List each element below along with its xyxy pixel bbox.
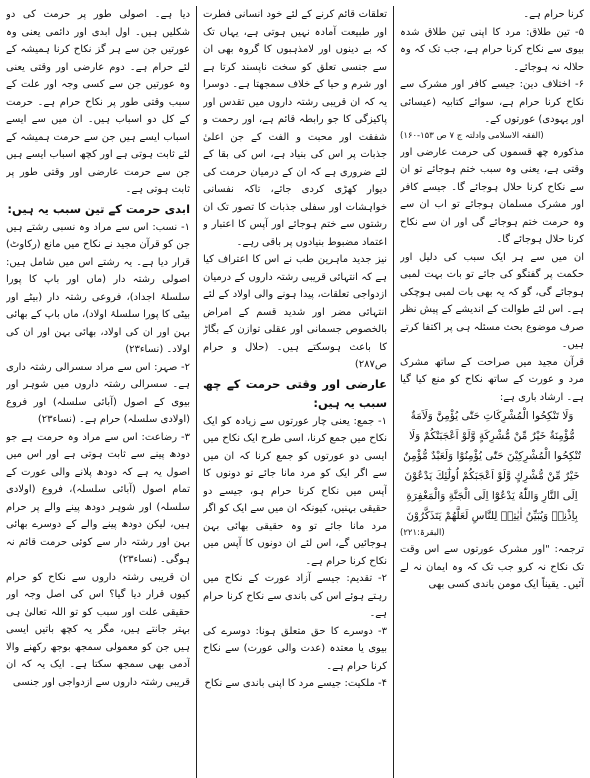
paragraph: ۲- صہر: اس سے مراد سسرالی رشتہ داری ہے۔ سسرالی رشتہ داروں میں شوہر اور بیوی کے اصول (آبائی سلسلہ) اور فروع (اولادی سلسلہ) حرام ہے۔ (نساء۲۳) — [6, 361, 191, 425]
paragraph: قرآن مجید میں صراحت کے ساتھ مشرک مرد و عورت کے ساتھ نکاح کو منع کیا گیا ہے۔ ارشاد باری ہے: — [400, 356, 585, 403]
citation: (البقرۃ:۲۲۱) — [400, 528, 445, 538]
paragraph: ان قریبی رشتہ داروں سے نکاح کو حرام کیوں قرار دیا گیا؟ اس کی اصل وجہ اور حقیقی علت اور سبب کو تو اللہ تعالیٰ ہی بہتر جانتے ہیں، مگر یہ کچھ باتیں ایسی ہیں جن کو معمولی سمجھ بوجھ رکھنے والا آدمی بھی سمجھ سکتا ہے۔ ایک یہ کہ ان قریبی رشتہ داروں سے ازدواجی اور جنسی — [6, 571, 191, 688]
paragraph: ۳- دوسرے کا حق متعلق ہونا: دوسرے کی بیوی یا معتدہ (عدت والی عورت) سے نکاح کرنا حرام ہے۔ — [203, 625, 388, 672]
paragraph: ۳- رضاعت: اس سے مراد وہ حرمت ہے جو دودھ پینے سے ثابت ہوتی ہے اور اس میں اصول یہ ہے کہ دودھ پلانے والی عورت کے تمام اصول (آبائی سلسلہ)، فروع (اولادی سلسلہ) اور شوہر دودھ پینے والے پر حرام ہیں، لیکن دودھ پینے والے کے دوسرے بھائی بہن اور رشتہ دار سے کوئی حرمت قائم نہ ہوگی۔ (نساء۲۳) — [6, 431, 191, 565]
paragraph: کرنا حرام ہے۔ — [523, 9, 585, 20]
column-divider — [393, 6, 394, 778]
paragraph: تعلقات قائم کرنے کے لئے خود انسانی فطرت اور طبیعت آمادہ نہیں ہوتی ہے، یہاں تک کہ بے دینوں اور لامذہبوں کا گروہ بھی ان سے جنسی تعلق کو سخت ناپسند کرتا ہے اور شرم و حیا کے خلاف سمجھتا ہے۔ دوسرا یہ کہ ان قریبی رشتہ داروں میں تقدس اور پاکیزگی کا جو رابطہ قائم ہے، اور رحمت و شفقت اور محبت و الفت کے جن اعلیٰ جذبات پر اس کی بنیاد ہے، اس کی بقا کے لئے ضروری ہے کہ ان کے درمیان حرمت کی دیوار کھڑی کردی جائے، تاکہ نفسانی خواہشات اور سفلی جذبات کا تصور تک ان رشتوں سے ختم ہوجائے اور آپس کا اعتبار و اعتماد مضبوط بنیادوں پر باقی رہے۔ — [203, 9, 388, 248]
paragraph: نیز جدید ماہرین طب نے اس کا اعتراف کیا ہے کہ انتہائی قریبی رشتہ داروں کے درمیان ازدواجی تعلقات، پیدا ہونے والی اولاد کے لئے انتہائی مضر اور شدید قسم کے امراض بالخصوص جسمانی اور عقلی توازن کے بگاڑ کا باعث ہوسکتے ہیں۔ (حلال و حرام ص۲۸۷) — [203, 254, 388, 370]
text-column-left — [400, 6, 584, 778]
paragraph: ان میں سے ہر ایک سبب کی دلیل اور حکمت پر گفتگو کی جائے تو بات بہت لمبی ہوجائے گی، گو کہ یہ بھی بات لمبی ہوچکی ہے۔ اس لئے طوالت کے اندیشے کے پیش نظر صرف موضوع بحث مسئلہ ہی پر اکتفا کرتے ہیں۔ — [400, 251, 585, 350]
citation: (الفقہ الاسلامی وادلتہ ج ۷ ص ۱۵۳-۱۶۰) — [400, 130, 544, 141]
text-column-middle — [203, 6, 387, 778]
text-column-right — [6, 6, 190, 778]
paragraph: مذکورہ چھ قسموں کی حرمت عارضی اور وقتی ہے، یعنی وہ سبب ختم ہوجائے تو ان سے نکاح کرنا حلال ہوجائے گا۔ جیسے کافر اور مشرک مسلمان ہوجائے تو اب ان سے وہ حرمت ختم ہوجائے گی اور ان سے نکاح کرنا حلال ہوجائے گا۔ — [400, 146, 585, 245]
section-heading: ابدی حرمت کے تین سبب یہ ہیں: — [7, 201, 191, 216]
paragraph: ۱- نسب: اس سے مراد وہ نسبی رشتے ہیں جن کو قرآن مجید نے نکاح میں مانع (رکاوٹ) قرار دیا ہے۔ یہ رشتے اس میں شامل ہیں: اصولی رشتہ دار (ماں اور باپ کا پورا سلسلۂ اجداد)، فروعی رشتہ دار (بیٹے اور بیٹی کا پورا سلسلۂ اولاد)، ماں باپ کے بھائی بہن اور ان کی اولاد، بھائی بہن اور ان کی اولاد۔ (نساء۲۳) — [6, 221, 191, 355]
paragraph: ۴- ملکیت: جیسے مرد کا اپنی باندی سے نکاح — [204, 678, 388, 689]
paragraph: ۶- اختلاف دین: جیسے کافر اور مشرک سے نکاح کرنا حرام ہے، سوائے کتابیہ (عیسائی اور یہودی) عورتوں کے۔ — [400, 79, 585, 125]
paragraph: دیا ہے۔ اصولی طور پر حرمت کی دو شکلیں ہیں۔ اول ابدی اور دائمی یعنی وہ عورتیں جن سے ہر گز نکاح کرنا ہمیشہ کے لئے حرام ہے۔ دوم عارضی اور وقتی یعنی وہ عورتیں جن سے کسی وجہ اور علت کے سبب وقتی طور پر نکاح حرام ہے۔ حرمت کے کل دو اسباب ہیں۔ ان میں سے ایسے اسباب ایسے ہیں جن سے حرمت ہمیشہ کے لئے ثابت ہوتی ہے اور کچھ اسباب ایسے ہیں جن سے حرمت عارضی اور وقتی طور پر ثابت ہوتی ہے۔ — [6, 9, 191, 195]
paragraph: ۲- تقدیم: جیسے آزاد عورت کے نکاح میں رہتے ہوئے اس کی باندی سے نکاح کرنا حرام ہے۔ — [203, 573, 388, 619]
section-heading: عارضی اور وقتی حرمت کے چھ سبب یہ ہیں: — [203, 376, 388, 410]
paragraph: ۵- تین طلاق: مرد کا اپنی تین طلاق شدہ بیوی سے نکاح کرنا حرام ہے، جب تک کہ وہ حلالہ نہ ہوجائے۔ — [400, 26, 585, 73]
paragraph: ترجمہ: "اور مشرک عورتوں سے اس وقت تک نکاح نہ کرو جب تک کہ وہ ایمان نہ لے آئیں۔ یقیناً ایک مومن باندی کسی بھی — [400, 544, 585, 590]
column-divider — [196, 6, 197, 778]
quran-verse: وَلَا تَنْكِحُوا الْمُشْرِكَاتِ حَتّٰى يُؤْمِنَّ وَلَاَمَةٌ مُّؤْمِنَةٌ خَيْرٌ مِّنْ مُّشْرِكَةٍ وَّلَوْ اَعْجَبَتْكُمْ وَلَا تُنْكِحُوا الْمُشْرِكِيْنَ حَتّٰى يُؤْمِنُوْا وَلَعَبْدٌ مُّؤْمِنٌ خَيْرٌ مِّنْ مُّشْرِكٍ وَّلَوْ اَعْجَبَكُمْ اُولٰٓئِكَ يَدْعُوْنَ اِلَى النَّارِ وَاللّٰهُ يَدْعُوْٓا اِلَى الْجَنَّةِ وَالْمَغْفِرَةِ بِاِذْنِهٖ وَيُبَيِّنُ اٰيٰتِهٖ لِلنَّاسِ لَعَلَّهُمْ يَتَذَكَّرُوْنَ — [403, 410, 581, 522]
paragraph: ۱- جمع: یعنی چار عورتوں سے زیادہ کو ایک نکاح میں جمع کرنا، اسی طرح ایک نکاح میں ایسی دو عورتوں کو جمع کرنا کہ ان میں سے اگر ایک کو مرد مانا جائے تو دونوں کا آپس میں نکاح کرنا حرام ہو، جیسے دو حقیقی بہنیں، کیونکہ ان میں سے ایک کو اگر مرد مانا جائے تو وہ حقیقی بھائی بہن ہوجائیں گے، اس لئے ان دونوں کا آپس میں نکاح کرنا حرام ہے۔ — [203, 415, 388, 567]
